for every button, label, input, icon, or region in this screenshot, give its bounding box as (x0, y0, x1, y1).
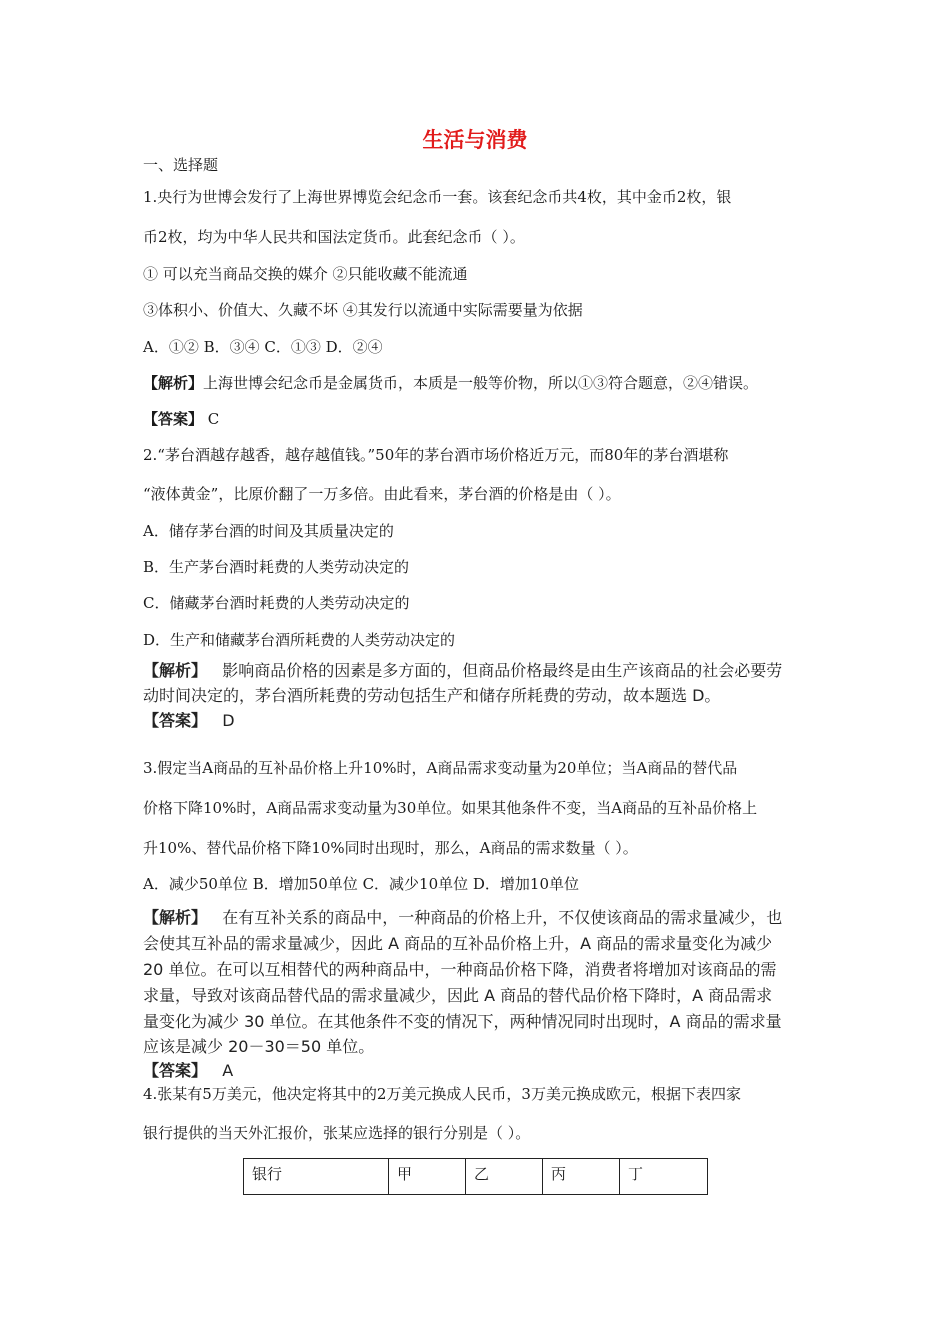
q2-stem-line-1: 2.“茅台酒越存越香，越存越值钱。”50年的茅台酒市场价格近万元，而80年的茅台酒堪称 (143, 446, 729, 464)
q3-analysis-line-3: 20 单位。在可以互相替代的两种商品中，一种商品价格下降，消费者将增加对该商品的需 (143, 960, 777, 979)
q1-options-3-4: ③体积小、价值大、久藏不坏 ④其发行以流通中实际需要量为依据 (143, 301, 583, 319)
q2-choice-a: A．储存茅台酒的时间及其质量决定的 (143, 522, 394, 540)
q1-analysis (143, 373, 758, 393)
q2-choice-d: D．生产和储藏茅台酒所耗费的人类劳动决定的 (143, 631, 456, 649)
table-cell-ding: 丁 (620, 1159, 708, 1195)
q1-stem-line-2: 币2枚，均为中华人民共和国法定货币。此套纪念币（ ）。 (143, 228, 525, 246)
q2-choice-b: B．生产茅台酒时耗费的人类劳动决定的 (143, 558, 410, 576)
q3-answer-value: A (222, 1061, 234, 1080)
q1-answer-label: 【答案】 (143, 410, 204, 428)
q1-choices: A．①② B．③④ C．①③ D．②④ (143, 338, 383, 356)
q2-analysis-line-1 (143, 659, 782, 683)
q3-answer (143, 1059, 233, 1083)
q3-analysis-line-4: 求量，导致对该商品替代品的需求量减少，因此 A 商品的替代品价格下降时，A 商品需求 (143, 986, 773, 1005)
q3-answer-label: 【答案】 (143, 1061, 208, 1080)
q2-stem-line-2: “液体黄金”，比原价翻了一万多倍。由此看来，茅台酒的价格是由（ ）。 (143, 485, 621, 503)
q1-analysis-label: 【解析】 (143, 374, 204, 392)
q3-analysis-line-6: 应该是减少 20－30＝50 单位。 (143, 1037, 375, 1056)
page-title: 生活与消费 (422, 128, 528, 152)
q3-analysis-line-5: 量变化为减少 30 单位。在其他条件不变的情况下，两种情况同时出现时，A 商品的需求量 (143, 1012, 782, 1031)
q1-answer-value: C (207, 410, 220, 428)
q1-analysis-text: 上海世博会纪念币是金属货币，本质是一般等价物，所以①③符合题意，②④错误。 (203, 374, 759, 392)
q3-analysis-line-2: 会使其互补品的需求量减少，因此 A 商品的互补品价格上升，A 商品的需求量变化为减少 (143, 934, 773, 953)
q1-stem-line-1: 1.央行为世博会发行了上海世界博览会纪念币一套。该套纪念币共4枚，其中金币2枚，银 (143, 188, 732, 206)
q3-analysis-text-1: 在有互补关系的商品中，一种商品的价格上升，不仅使该商品的需求量减少，也 (222, 908, 783, 927)
q2-analysis-line-2: 动时间决定的，茅台酒所耗费的劳动包括生产和储存所耗费的劳动，故本题选 D。 (143, 686, 721, 705)
section-heading: 一、选择题 (143, 156, 219, 174)
q2-answer (143, 709, 235, 733)
table-cell-bank: 银行 (244, 1159, 389, 1195)
table-cell-bing: 丙 (543, 1159, 620, 1195)
q4-stem-line-1: 4.张某有5万美元，他决定将其中的2万美元换成人民币，3万美元换成欧元，根据下表四家 (143, 1085, 741, 1103)
q2-analysis-label: 【解析】 (143, 661, 208, 680)
q2-answer-value: D (222, 711, 235, 730)
q2-analysis-text-1: 影响商品价格的因素是多方面的，但商品价格最终是由生产该商品的社会必要劳 (222, 661, 783, 680)
q1-answer (143, 409, 219, 429)
table-row (244, 1159, 708, 1195)
table-cell-yi: 乙 (466, 1159, 543, 1195)
q2-answer-label: 【答案】 (143, 711, 208, 730)
q3-analysis-line-1 (143, 906, 782, 930)
q3-stem-line-3: 升10%、替代品价格下降10%同时出现时，那么，A商品的需求数量（ ）。 (143, 839, 638, 857)
table-cell-jia: 甲 (389, 1159, 466, 1195)
q4-stem-line-2: 银行提供的当天外汇报价，张某应选择的银行分别是（ ）。 (143, 1124, 531, 1142)
q3-analysis-label: 【解析】 (143, 908, 208, 927)
q3-stem-line-1: 3.假定当A商品的互补品价格上升10%时，A商品需求变动量为20单位；当A商品的替代品 (143, 759, 738, 777)
q1-options-1-2: ① 可以充当商品交换的媒介 ②只能收藏不能流通 (143, 265, 468, 283)
exchange-rate-table (243, 1158, 708, 1195)
q3-stem-line-2: 价格下降10%时，A商品需求变动量为30单位。如果其他条件不变，当A商品的互补品价格上 (143, 799, 758, 817)
q3-choices: A．减少50单位 B．增加50单位 C．减少10单位 D．增加10单位 (143, 875, 580, 893)
q2-choice-c: C．储藏茅台酒时耗费的人类劳动决定的 (143, 594, 410, 612)
